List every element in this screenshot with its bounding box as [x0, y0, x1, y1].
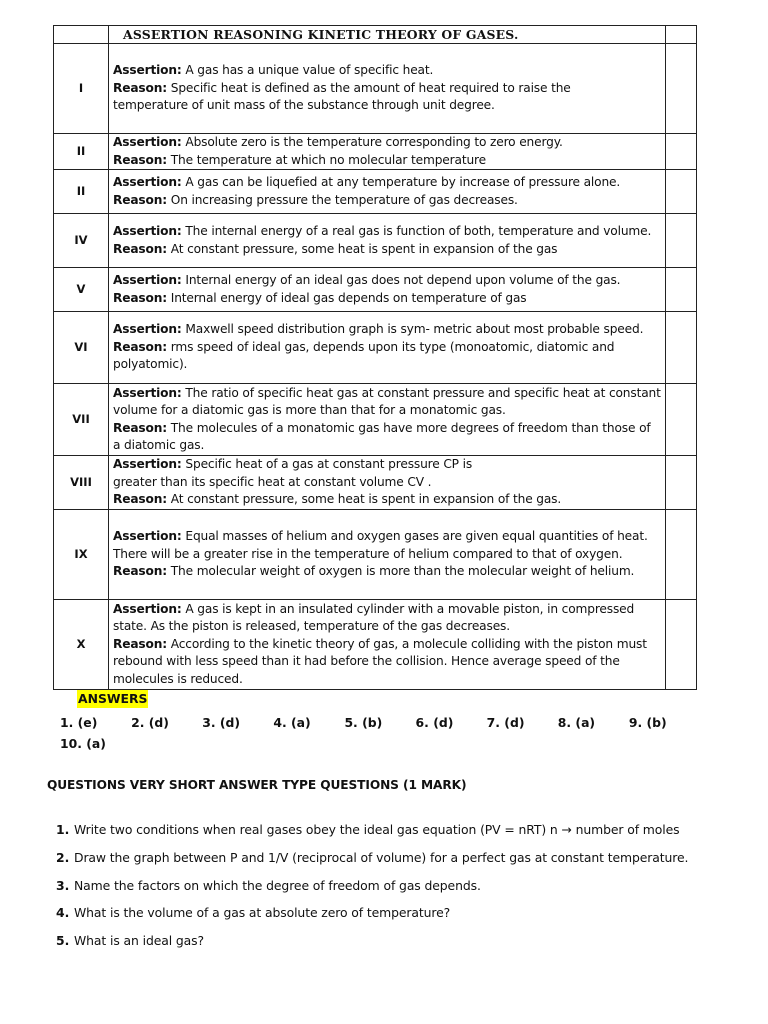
table-row: [54, 170, 697, 214]
answer-item: 4. (a): [273, 715, 311, 730]
answer-item: 10. (a): [60, 736, 106, 751]
row-content: [109, 134, 666, 170]
question-number: 5.: [56, 933, 70, 949]
row-content: [109, 214, 666, 268]
list-item: [56, 905, 756, 933]
row-number: I: [54, 44, 109, 134]
answer-item: 7. (d): [486, 715, 525, 730]
row-number: VIII: [54, 456, 109, 510]
question-text: What is an ideal gas?: [74, 933, 205, 949]
answers-list: [60, 712, 700, 754]
row-content: [109, 384, 666, 456]
row-number: IX: [54, 510, 109, 600]
row-content: [109, 456, 666, 510]
table-row: [54, 214, 697, 268]
assertion: Assertion: A gas is kept in an insulated cylinder with a movable piston, in compressed state. As the piston is released, temperature of the gas decreases.: [113, 601, 635, 634]
row-number: IV: [54, 214, 109, 268]
reason: Reason: Specific heat is defined as the amount of heat required to raise the temperature of unit mass of the substance through unit degree.: [113, 80, 571, 113]
answer-item: 3. (d): [202, 715, 241, 730]
row-content: [109, 510, 666, 600]
question-text: Write two conditions when real gases obey the ideal gas equation (PV = nRT) n → number of moles: [74, 822, 680, 837]
reason: Reason: The molecules of a monatomic gas have more degrees of freedom than those of a diatomic gas.: [113, 420, 651, 453]
answer-item: 1. (e): [60, 715, 98, 730]
reason: Reason: The molecular weight of oxygen is more than the molecular weight of helium.: [113, 564, 635, 579]
reason: Reason: The temperature at which no molecular temperature: [113, 152, 486, 167]
row-number: VI: [54, 312, 109, 384]
answers-heading: ANSWERS: [78, 691, 148, 706]
question-text: Draw the graph between P and 1/V (reciprocal of volume) for a perfect gas at constant temperature.: [74, 849, 689, 865]
answer-item: 9. (b): [628, 715, 667, 730]
assertion: Assertion: A gas can be liquefied at any temperature by increase of pressure alone.: [113, 175, 621, 190]
row-content: [109, 44, 666, 134]
row-number: VII: [54, 384, 109, 456]
table-row: [54, 510, 697, 600]
assertion: Assertion: The internal energy of a real gas is function of both, temperature and volume.: [113, 224, 652, 239]
row-content: [109, 268, 666, 312]
reason: Reason: Internal energy of ideal gas depends on temperature of gas: [113, 290, 527, 305]
row-number: V: [54, 268, 109, 312]
assertion: Assertion: Equal masses of helium and oxygen gases are given equal quantities of heat. There will be a greater rise in the temperature of helium compared to that of oxygen.: [113, 529, 648, 561]
assertion-reason-table: [53, 25, 697, 690]
list-item: [56, 822, 756, 850]
assertion: Assertion: Absolute zero is the temperature corresponding to zero energy.: [113, 135, 563, 149]
list-item: [56, 933, 756, 961]
question-number: 3.: [56, 877, 70, 893]
row-content: [109, 600, 666, 690]
table-title-row: [54, 26, 697, 44]
answer-item: 5. (b): [344, 715, 383, 730]
reason: Reason: At constant pressure, some heat is spent in expansion of the gas.: [113, 492, 562, 507]
question-number: 1.: [56, 822, 70, 837]
table-row: [54, 268, 697, 312]
question-number: 2.: [56, 849, 70, 865]
table-row: [54, 600, 697, 690]
assertion: Assertion: Maxwell speed distribution graph is sym- metric about most probable speed.: [113, 322, 644, 337]
question-number: 4.: [56, 905, 70, 921]
table-row: [54, 44, 697, 134]
table-row: [54, 384, 697, 456]
reason: Reason: On increasing pressure the temperature of gas decreases.: [113, 192, 518, 207]
questions-heading: QUESTIONS VERY SHORT ANSWER TYPE QUESTIONS (1 MARK): [47, 778, 467, 792]
answer-item: 2. (d): [131, 715, 169, 730]
assertion: Assertion: Internal energy of an ideal gas does not depend upon volume of the gas.: [113, 273, 621, 288]
answer-item: 6. (d): [415, 715, 454, 730]
questions-list: [56, 822, 756, 961]
answer-item: 8. (a): [557, 715, 596, 730]
row-number: X: [54, 600, 109, 690]
assertion: Assertion: The ratio of specific heat gas at constant pressure and specific heat at constant volume for a diatomic gas is more than that for a monatomic gas.: [113, 385, 661, 418]
list-item: [56, 850, 756, 878]
reason: Reason: At constant pressure, some heat is spent in expansion of the gas: [113, 241, 558, 256]
reason: Reason: According to the kinetic theory of gas, a molecule colliding with the piston must rebound with less speed than it had before the collision. Hence average speed of the molecules is reduced.: [113, 636, 647, 687]
table-row: [54, 456, 697, 510]
assertion: Assertion: A gas has a unique value of specific heat.: [113, 63, 434, 78]
list-item: [56, 878, 756, 906]
row-content: [109, 312, 666, 384]
reason: Reason: rms speed of ideal gas, depends upon its type (monoatomic, diatomic and polyatomic).: [113, 339, 615, 372]
row-content: [109, 170, 666, 214]
question-text: Name the factors on which the degree of freedom of gas depends.: [74, 877, 481, 893]
row-number: II: [54, 170, 109, 214]
table-title: ASSERTION REASONING KINETIC THEORY OF GASES.: [109, 26, 666, 44]
assertion: Assertion: Specific heat of a gas at constant pressure CP is greater than its specific heat at constant volume CV .: [113, 457, 473, 489]
table-row: [54, 134, 697, 170]
row-number: II: [54, 134, 109, 170]
question-text: What is the volume of a gas at absolute zero of temperature?: [74, 905, 451, 921]
table-row: [54, 312, 697, 384]
